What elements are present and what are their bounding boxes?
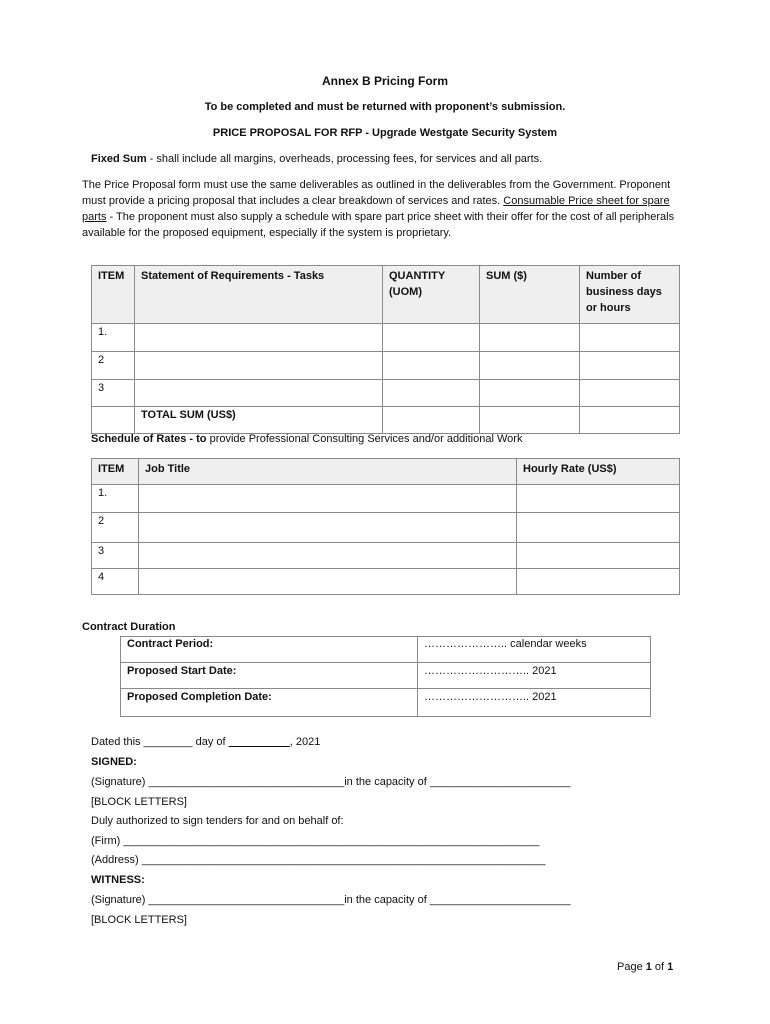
sum-cell[interactable] xyxy=(480,352,580,380)
rates-table-header xyxy=(92,459,680,485)
sum-cell[interactable] xyxy=(480,324,580,352)
contract-duration-table xyxy=(120,636,651,717)
table-row xyxy=(92,543,680,569)
hourly-rate-cell[interactable] xyxy=(517,513,680,543)
table-row xyxy=(92,380,680,407)
row-item: 1. xyxy=(92,324,135,352)
pricing-table-header xyxy=(92,266,680,324)
header-requirements: Statement of Requirements - Tasks xyxy=(135,266,383,324)
start-date-label: Proposed Start Date: xyxy=(121,663,418,689)
page-current: 1 xyxy=(645,961,652,973)
contract-period-label: Contract Period: xyxy=(121,637,418,663)
header-item: ITEM xyxy=(92,459,139,485)
contract-duration-title: Contract Duration xyxy=(82,621,176,633)
firm-line[interactable]: (Firm) ____________________________________________________________________ xyxy=(91,835,540,847)
fixed-sum-text: - shall include all margins, overheads, processing fees, for services and all parts. xyxy=(146,153,543,165)
intro-text-2: - The proponent must also supply a schedule with spare part price sheet with their offer for the cost of all peripherals available for the proposed equipment, especially if the system is proprietary. xyxy=(82,211,675,239)
total-item-cell xyxy=(92,407,135,434)
completion-date-value[interactable]: ……………………….. 2021 xyxy=(418,689,651,717)
row-item: 3 xyxy=(92,380,135,407)
quantity-cell[interactable] xyxy=(383,324,480,352)
table-row xyxy=(92,513,680,543)
total-row xyxy=(92,407,680,434)
hourly-rate-cell[interactable] xyxy=(517,569,680,595)
address-line[interactable]: (Address) __________________________________________________________________ xyxy=(91,854,546,866)
witness-label: WITNESS: xyxy=(91,874,145,886)
table-row xyxy=(92,569,680,595)
header-item: ITEM xyxy=(92,266,135,324)
table-row xyxy=(92,485,680,513)
start-date-value[interactable]: ……………………….. 2021 xyxy=(418,663,651,689)
days-cell[interactable] xyxy=(580,324,680,352)
rfp-title: PRICE PROPOSAL FOR RFP - Upgrade Westgate Security System xyxy=(212,127,558,139)
page-prefix: Page xyxy=(617,961,646,973)
dated-year: , 2021 xyxy=(289,736,321,748)
row-item: 4 xyxy=(92,569,139,595)
contract-row xyxy=(121,663,651,689)
schedule-label: Schedule of Rates - to xyxy=(91,433,207,445)
total-days-cell[interactable] xyxy=(580,407,680,434)
authorized-text: Duly authorized to sign tenders for and on behalf of: xyxy=(91,815,344,827)
contract-period-value[interactable]: ………………….. calendar weeks xyxy=(418,637,651,663)
block-letters-1: [BLOCK LETTERS] xyxy=(91,796,187,808)
job-title-cell[interactable] xyxy=(139,485,517,513)
block-letters-2: [BLOCK LETTERS] xyxy=(91,914,187,926)
hourly-rate-cell[interactable] xyxy=(517,485,680,513)
intro-text-1: The Price Proposal form must use the same deliverables as outlined in the deliverables from the Government. Proponent must provide a pricing proposal that includes a clear breakdown of services and rates. xyxy=(82,179,671,207)
job-title-cell[interactable] xyxy=(139,569,517,595)
sum-cell[interactable] xyxy=(480,380,580,407)
dated-text: Dated this ________ day of xyxy=(91,736,229,748)
page-number xyxy=(617,961,673,973)
quantity-cell[interactable] xyxy=(383,380,480,407)
schedule-text: provide Professional Consulting Services and/or additional Work xyxy=(206,433,523,445)
table-row xyxy=(92,324,680,352)
requirements-cell[interactable] xyxy=(135,352,383,380)
page-of: of xyxy=(651,961,668,973)
signed-label: SIGNED: xyxy=(91,756,137,768)
header-business-days: Number of business days or hours xyxy=(580,266,680,324)
signature-line-1[interactable]: (Signature) ________________________________in the capacity of _______________________ xyxy=(91,776,571,788)
job-title-cell[interactable] xyxy=(139,543,517,569)
job-title-cell[interactable] xyxy=(139,513,517,543)
dated-line xyxy=(91,736,320,748)
row-item: 2 xyxy=(92,513,139,543)
row-item: 2 xyxy=(92,352,135,380)
requirements-cell[interactable] xyxy=(135,380,383,407)
header-sum: SUM ($) xyxy=(480,266,580,324)
fixed-sum-label: Fixed Sum xyxy=(91,153,147,165)
hourly-rate-cell[interactable] xyxy=(517,543,680,569)
fixed-sum-line xyxy=(91,153,542,165)
schedule-of-rates-line xyxy=(91,433,522,445)
pricing-table xyxy=(91,265,680,434)
document-title: Annex B Pricing Form xyxy=(321,74,449,88)
table-row xyxy=(92,352,680,380)
consumable-price-link: Consumable Price sheet for spare parts xyxy=(82,195,670,223)
row-item: 1. xyxy=(92,485,139,513)
page-total: 1 xyxy=(667,961,674,973)
header-quantity: QUANTITY (UOM) xyxy=(383,266,480,324)
completion-date-label: Proposed Completion Date: xyxy=(121,689,418,717)
total-quantity-cell[interactable] xyxy=(383,407,480,434)
header-job-title: Job Title xyxy=(139,459,517,485)
quantity-cell[interactable] xyxy=(383,352,480,380)
days-cell[interactable] xyxy=(580,380,680,407)
signature-line-2[interactable]: (Signature) ________________________________in the capacity of _______________________ xyxy=(91,894,571,906)
total-sum-cell[interactable] xyxy=(480,407,580,434)
document-subtitle: To be completed and must be returned with proponent’s submission. xyxy=(204,101,566,113)
row-item: 3 xyxy=(92,543,139,569)
contract-row xyxy=(121,689,651,717)
days-cell[interactable] xyxy=(580,352,680,380)
contract-row xyxy=(121,637,651,663)
header-hourly-rate: Hourly Rate (US$) xyxy=(517,459,680,485)
dated-month-blank[interactable]: __________ xyxy=(228,736,290,748)
rates-table xyxy=(91,458,680,595)
requirements-cell[interactable] xyxy=(135,324,383,352)
intro-paragraph xyxy=(82,177,682,241)
total-sum-label: TOTAL SUM (US$) xyxy=(135,407,383,434)
